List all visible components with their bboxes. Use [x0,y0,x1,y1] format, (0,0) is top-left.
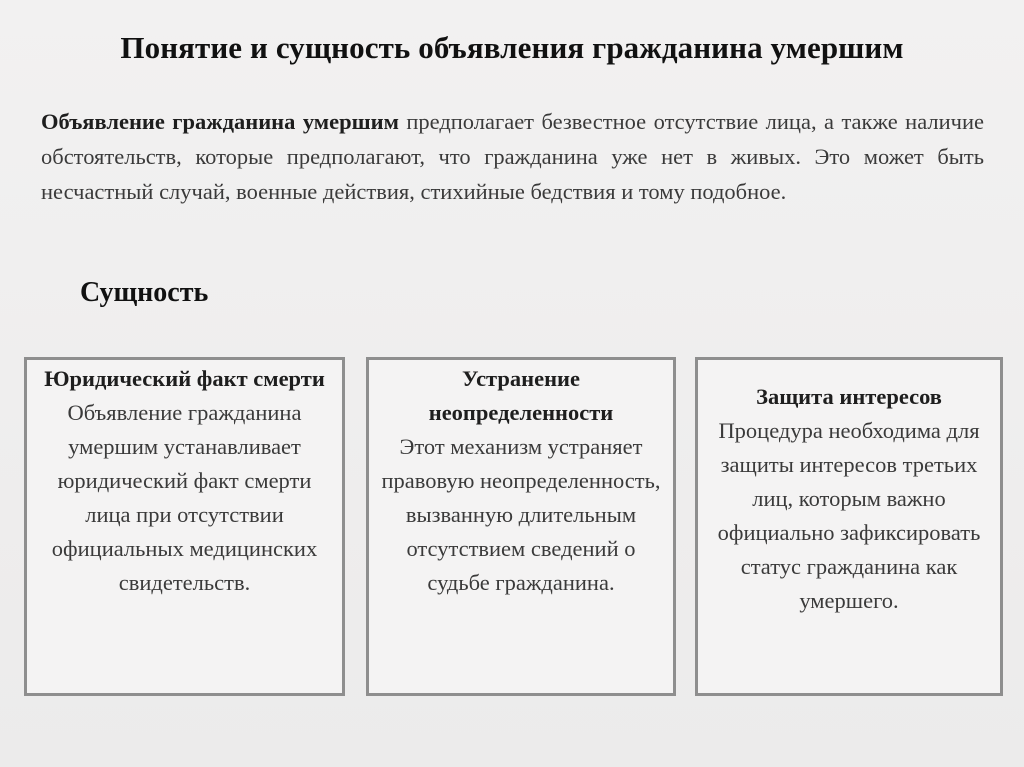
card-legal-fact [24,357,345,696]
card-interests [695,357,1003,696]
intro-bold-term: Объявление гражданина умершим [41,109,399,134]
card-heading: Защита интересов [756,384,942,409]
intro-paragraph [41,104,984,209]
card-body: Объявление гражданина умершим устанавливает юридический факт смерти лица при отсутствии официальных медицинских свидетельств. [51,400,318,595]
card-uncertainty [366,357,676,696]
card-heading: Юридический факт смерти [44,366,325,391]
section-title: Сущность [80,277,209,308]
card-heading: Устранение неопределенности [428,366,614,425]
card-body: Процедура необходима для защиты интересов третьих лиц, которым важно официально зафиксировать статус гражданина как умершего. [717,418,981,613]
page-title: Понятие и сущность объявления гражданина умершим [120,30,904,65]
card-body: Этот механизм устраняет правовую неопределенность, вызванную длительным отсутствием сведений о судьбе гражданина. [381,434,661,595]
intro-text: предполагает безвестное отсутствие лица, а также наличие обстоятельств, которые предполагают, что гражданина уже нет в живых. Это может быть несчастный случай, военные действия, стихийные бедствия и тому подобное. [41,109,984,204]
